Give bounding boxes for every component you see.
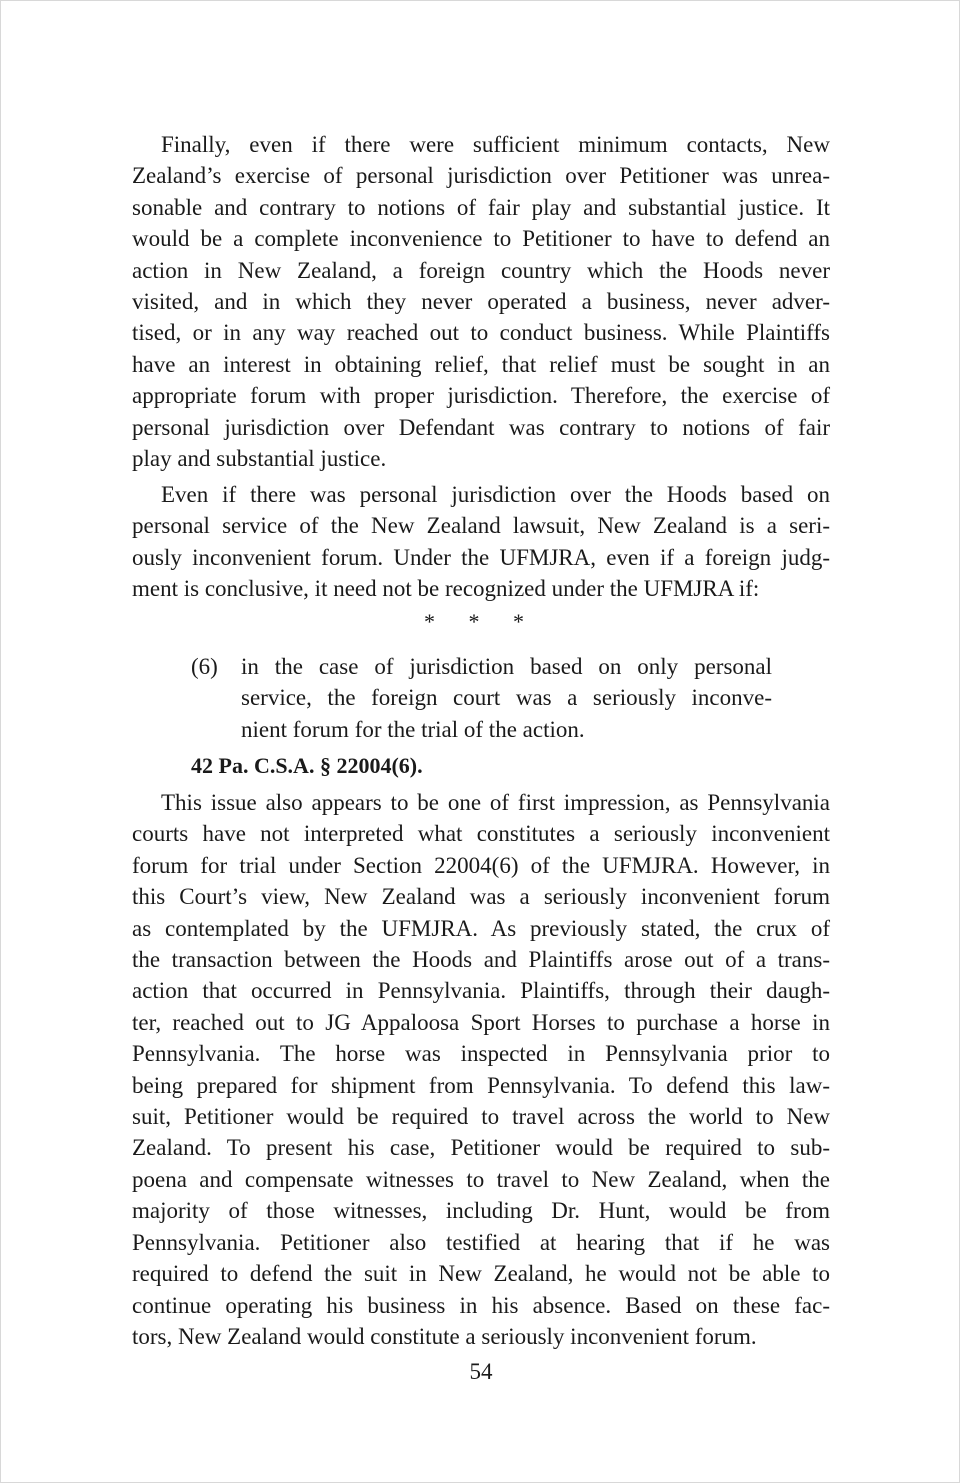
text-line: being prepared for shipment from Pennsylvania. To defend this law-	[132, 1072, 830, 1098]
text-line: ment is conclusive, it need not be recognized under the UFMJRA if:	[132, 576, 760, 602]
text-line: ter, reached out to JG Appaloosa Sport Horses to purchase a horse in	[132, 1009, 830, 1035]
text-line: forum for trial under Section 22004(6) of the UFMJRA. However, in	[132, 852, 830, 878]
text-line: would be a complete inconvenience to Petitioner to have to defend an	[132, 226, 830, 252]
text-line: Pennsylvania. The horse was inspected in Pennsylvania prior to	[132, 1041, 830, 1067]
text-line: Even if there was personal jurisdiction over the Hoods based on	[161, 482, 830, 507]
paragraph-minimum-contacts	[132, 129, 830, 474]
paragraph-first-impression	[132, 787, 830, 1352]
text-line: personal jurisdiction over Defendant was contrary to notions of fair	[132, 414, 830, 440]
paragraph-text	[132, 479, 830, 605]
text-line: continue operating his business in his absence. Based on these fac-	[132, 1292, 830, 1318]
text-line: visited, and in which they never operated a business, never adver-	[132, 289, 830, 315]
text-line: action that occurred in Pennsylvania. Plaintiffs, through their daugh-	[132, 978, 830, 1004]
text-line: as contemplated by the UFMJRA. As previously stated, the crux of	[132, 915, 830, 941]
quote-body	[241, 651, 772, 745]
statute-citation: 42 Pa. C.S.A. § 22004(6).	[191, 753, 423, 778]
text-line: poena and compensate witnesses to travel to New Zealand, when the	[132, 1166, 830, 1192]
text-line: play and substantial justice.	[132, 446, 387, 472]
statute-quote	[191, 651, 791, 745]
omission-asterisks: * * *	[424, 609, 538, 634]
text-line: this Court’s view, New Zealand was a seriously inconvenient forum	[132, 884, 830, 910]
quote-number: (6)	[191, 654, 218, 679]
text-line: majority of those witnesses, including Dr. Hunt, would be from	[132, 1198, 830, 1224]
text-line: tised, or in any way reached out to conduct business. While Plaintiffs	[132, 320, 830, 346]
quote-line: in the case of jurisdiction based on only personal	[241, 654, 772, 679]
text-line: have an interest in obtaining relief, that relief must be sought in an	[132, 351, 830, 377]
page-number: 54	[469, 1359, 493, 1384]
text-line: tors, New Zealand would constitute a seriously inconvenient forum.	[132, 1323, 757, 1349]
text-line: courts have not interpreted what constitutes a seriously inconvenient	[132, 821, 830, 847]
text-line: Finally, even if there were sufficient minimum contacts, New	[161, 132, 830, 157]
text-line: This issue also appears to be one of first impression, as Pennsylvania	[161, 790, 830, 815]
paragraph-inconvenient-forum	[132, 479, 830, 605]
text-line: the transaction between the Hoods and Plaintiffs arose out of a trans-	[132, 947, 830, 973]
text-line: sonable and contrary to notions of fair play and substantial justice. It	[132, 194, 830, 220]
text-line: action in New Zealand, a foreign country which the Hoods never	[132, 257, 830, 283]
text-line: required to defend the suit in New Zealand, he would not be able to	[132, 1261, 830, 1287]
text-line: Zealand’s exercise of personal jurisdiction over Petitioner was unrea-	[132, 163, 830, 189]
text-line: suit, Petitioner would be required to travel across the world to New	[132, 1104, 830, 1130]
text-line: Zealand. To present his case, Petitioner would be required to sub-	[132, 1135, 830, 1161]
text-line: appropriate forum with proper jurisdiction. Therefore, the exercise of	[132, 383, 830, 409]
quote-line: nient forum for the trial of the action.	[241, 716, 585, 742]
text-line: ously inconvenient forum. Under the UFMJRA, even if a foreign judg-	[132, 544, 830, 570]
text-line: personal service of the New Zealand lawsuit, New Zealand is a seri-	[132, 513, 830, 539]
text-line: Pennsylvania. Petitioner also testified at hearing that if he was	[132, 1229, 830, 1255]
paragraph-text	[132, 787, 830, 1352]
paragraph-text	[132, 129, 830, 474]
quote-line: service, the foreign court was a seriously inconve-	[241, 685, 772, 711]
